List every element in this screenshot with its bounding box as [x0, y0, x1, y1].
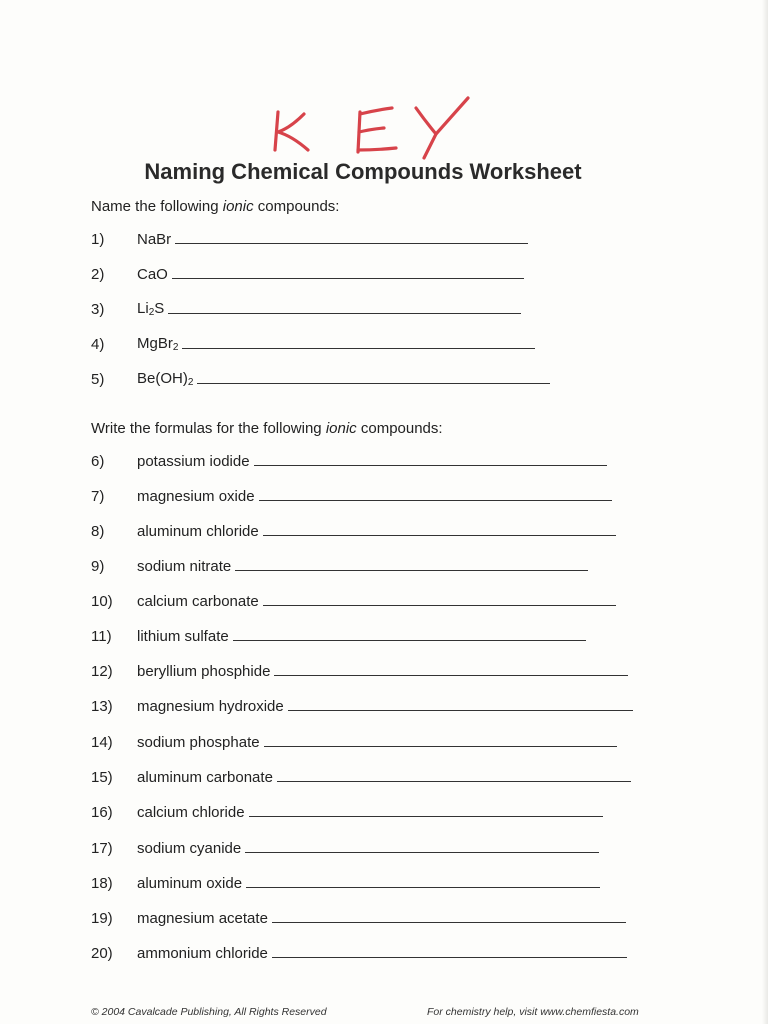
question-row [91, 835, 599, 857]
subscript: 2 [172, 342, 179, 353]
question-compound: magnesium hydroxide [137, 698, 284, 715]
question-compound: sodium phosphate [137, 734, 260, 751]
question-compound: NaBr [137, 231, 172, 248]
question-row [91, 905, 626, 927]
question-row [91, 693, 633, 715]
question-row [91, 366, 550, 388]
question-number: 15) [91, 769, 113, 786]
answer-blank-line[interactable] [254, 464, 607, 466]
question-compound: calcium carbonate [137, 593, 259, 610]
question-compound: sodium nitrate [137, 558, 232, 575]
question-compound: potassium iodide [137, 453, 250, 470]
question-number: 11) [91, 628, 112, 645]
question-number: 17) [91, 840, 113, 857]
footer-copyright: © 2004 Cavalcade Publishing, All Rights Reserved [91, 1006, 327, 1018]
answer-blank-line[interactable] [277, 780, 631, 782]
answer-blank-line[interactable] [272, 956, 627, 958]
question-number: 4) [91, 336, 105, 353]
question-row [91, 588, 616, 610]
answer-blank-line[interactable] [263, 604, 616, 606]
question-number: 14) [91, 734, 113, 751]
answer-blank-line[interactable] [175, 242, 528, 244]
question-row [91, 729, 617, 751]
answer-blank-line[interactable] [263, 534, 616, 536]
subscript: 2 [148, 307, 155, 318]
answer-blank-line[interactable] [182, 347, 535, 349]
section-ionic-naming-heading: Name the following ionic compounds: [91, 198, 340, 215]
scan-edge-shadow [762, 0, 768, 1024]
question-number: 10) [91, 593, 113, 610]
question-number: 5) [91, 371, 105, 388]
question-number: 16) [91, 804, 113, 821]
answer-blank-line[interactable] [168, 312, 521, 314]
question-compound: sodium cyanide [137, 840, 242, 857]
question-number: 12) [91, 663, 113, 680]
question-compound: magnesium oxide [137, 488, 255, 505]
question-number: 20) [91, 945, 113, 962]
question-row [91, 518, 616, 540]
question-compound: aluminum oxide [137, 875, 243, 892]
answer-blank-line[interactable] [245, 851, 599, 853]
question-number: 8) [91, 523, 105, 540]
question-row [91, 764, 631, 786]
question-number: 3) [91, 301, 105, 318]
answer-blank-line[interactable] [274, 674, 628, 676]
question-compound: $Li_2S$ [137, 300, 165, 318]
answer-blank-line[interactable] [249, 815, 603, 817]
answer-blank-line[interactable] [246, 886, 600, 888]
question-number: 9) [91, 558, 105, 575]
question-number: 18) [91, 875, 113, 892]
question-row [91, 331, 535, 353]
question-row [91, 226, 528, 248]
footer-help-link: For chemistry help, visit www.chemfiesta.com [427, 1006, 639, 1018]
answer-blank-line[interactable] [235, 569, 588, 571]
question-compound: aluminum carbonate [137, 769, 273, 786]
question-number: 13) [91, 698, 113, 715]
question-row [91, 448, 607, 470]
question-row [91, 658, 628, 680]
question-row [91, 261, 524, 283]
question-compound: beryllium phosphide [137, 663, 271, 680]
question-compound: calcium chloride [137, 804, 245, 821]
answer-blank-line[interactable] [272, 921, 626, 923]
question-compound: CaO [137, 266, 168, 283]
question-row [91, 623, 586, 645]
question-row [91, 870, 600, 892]
answer-blank-line[interactable] [233, 639, 586, 641]
question-compound: MgBr$_2$ [137, 335, 179, 353]
question-compound: $Be(OH)_2$ [137, 370, 194, 388]
question-number: 2) [91, 266, 105, 283]
question-compound: magnesium acetate [137, 910, 268, 927]
question-row [91, 940, 627, 962]
question-row [91, 553, 588, 575]
worksheet-title: Naming Chemical Compounds Worksheet [144, 159, 582, 184]
question-number: 7) [91, 488, 105, 505]
answer-blank-line[interactable] [172, 277, 524, 279]
answer-blank-line[interactable] [197, 382, 550, 384]
subscript: 2 [187, 377, 194, 388]
question-row [91, 296, 521, 318]
question-row [91, 799, 603, 821]
question-number: 6) [91, 453, 105, 470]
question-compound: ammonium chloride [137, 945, 268, 962]
answer-blank-line[interactable] [288, 709, 633, 711]
question-row [91, 483, 612, 505]
question-compound: aluminum chloride [137, 523, 259, 540]
answer-blank-line[interactable] [264, 745, 617, 747]
answer-blank-line[interactable] [259, 499, 612, 501]
section-ionic-formula-heading: Write the formulas for the following ionic compounds: [91, 420, 443, 437]
question-compound: lithium sulfate [137, 628, 229, 645]
handwritten-key-annotation [268, 92, 478, 162]
question-number: 1) [91, 231, 105, 248]
question-number: 19) [91, 910, 113, 927]
